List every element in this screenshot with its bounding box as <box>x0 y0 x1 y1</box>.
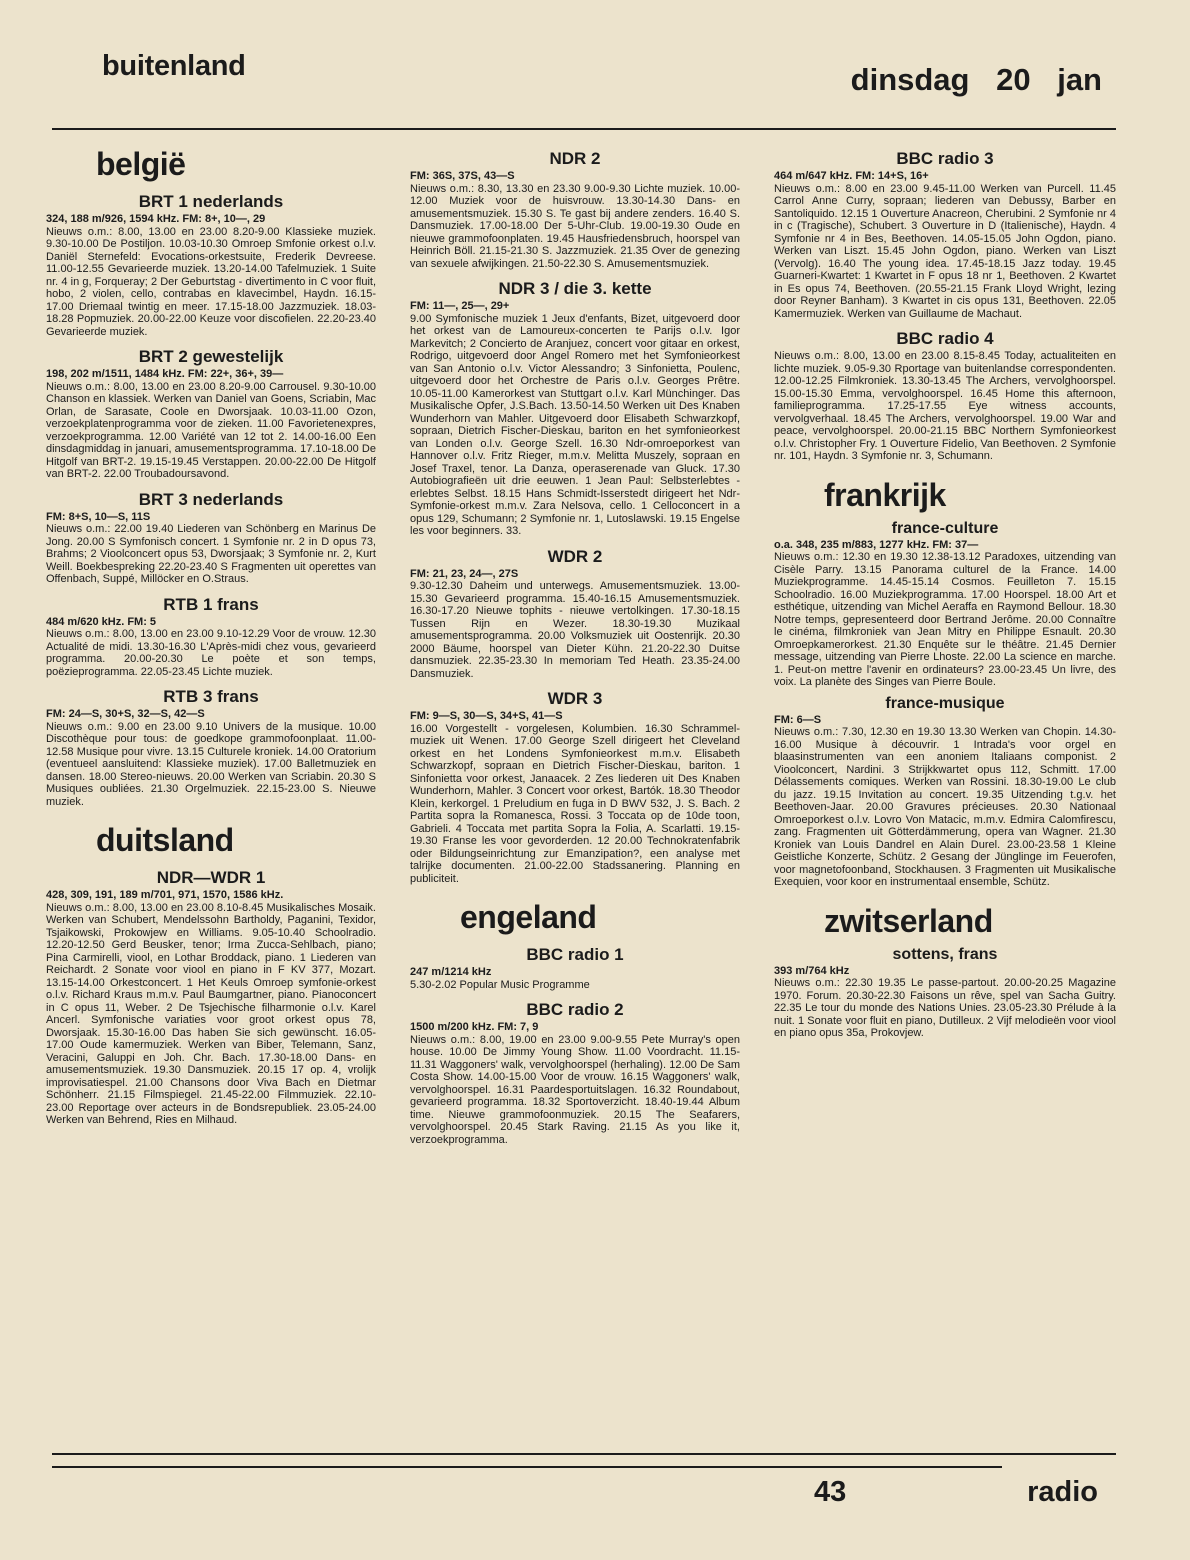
program-listing: Nieuws o.m.: 12.30 en 19.30 12.38-13.12 Paradoxes, uitzending van Cisèle Parry. 13.15 Panorama culturel de la France. 14.00 Muziekprogramme. 14.45-15.14 Cosmos. Feuilleton 7. 15.15 Schoolradio. 16.00 Muziekprogramma. 17.00 Hoorspel. 18.00 Art et esthétique, uitzending van Michel Aeraffa en Raymond Bellour. 18.30 Notre temps, gepresenteerd door Bertrand Jerôme. 20.00 Connaître le cinéma, filmkroniek van Jean Mitry en Philippe Esnault. 20.30 Omroepkamerorkest. 21.30 Enquête sur le théâtre. 21.45 Dernier message, uitzending van Pierre Lhoste. 22.00 La science en marche. 1. Peut-on mettre l'avenir en ordinateurs? 23.00-23.45 Un livre, des voix. La planète des Singes van Pierre Boule. <box>774 551 1116 688</box>
program-listing: 5.30-2.02 Popular Music Programme <box>410 978 590 991</box>
program-listing: Nieuws o.m.: 22.30 19.35 Le passe-partout. 20.00-20.25 Magazine 1970. Forum. 20.30-22.30 Faisons un rêve, spel van Sacha Guitry. 22.35 Le tour du monde des Nations Unies. 23.05-23.30 Prélude à la nuit. 1 Sonate voor fluit en piano, Dutilleux. 2 Vijf melodieën voor viool en piano opus 35a, Prokovjew. <box>774 977 1116 1039</box>
column-2 <box>410 140 740 1146</box>
column-3 <box>774 140 1116 1040</box>
station-frequency: o.a. 348, 235 m/883, 1277 kHz. FM: 37— <box>774 538 979 551</box>
station-frequency: 198, 202 m/1511, 1484 kHz. FM: 22+, 36+, 39— <box>46 368 284 380</box>
program-listing: 9.00 Symfonische muziek 1 Jeux d'enfants, Bizet, uitgevoerd door het orkest van de Lamoureux-concerten te Parijs o.l.v. Igor Markevitch; 2 Concierto de Aranjuez, concert voor gitaar en orkest, Rodrigo, uitgevoerd door Angel Romero met het Symfonieorkest van San Antonio o.l.v. Victor Alessandro; 3 Sinfonietta, Poulenc, uitgevoerd door het Orchestre de Paris o.l.v. Georges Prêtre. 10.05-11.00 Kamerorkest van Stuttgart o.l.v. Karl Münchinger. Das Musikalische Opfer, J.S.Bach. 13.50-14.50 Werken uit Des Knaben Wunderhorn van Mahler. Uitgevoerd door Elisabeth Schwarzkopf, sopraan, Dietrich Fischer-Dieskau, bariton en het symfonieorkest van Londen o.l.v. George Szell. 16.30 Ndr-omroeporkest van Hannover o.l.v. Fritz Rieger, m.m.v. Melitta Muszely, sopraan en Josef Traxel, tenor. La Danza, operaserenade van Gluck. 17.30 Autobiografieën uit drie eeuwen. 1 Jean Paul: Selbsterlebtes - erlebtes Selbst. 18.15 Hans Schmidt-Isserstedt dirigeert het Ndr-Symfonie-orkest m.m.v. Zara Nelsova, cello. 1 Celloconcert in a opus 129, Schumann; 2 Symfonie nr. 1, Lutoslawski. 19.15 Engelse les voor beginners. 33. <box>410 312 740 537</box>
station-name: france-musique <box>885 694 1005 712</box>
station-block <box>46 868 376 1127</box>
station-block <box>774 149 1116 320</box>
station-frequency: 484 m/620 kHz. FM: 5 <box>46 615 157 628</box>
station-frequency: 393 m/764 kHz <box>774 964 850 977</box>
station-frequency: 247 m/1214 kHz <box>410 966 492 978</box>
station-name: BBC radio 1 <box>526 945 624 964</box>
program-listing: Nieuws o.m.: 9.00 en 23.00 9.10 Univers de la musique. 10.00 Discothèque pour tous: de goedkope grammofoonplaat. 11.00-12.58 Musique pour vivre. 13.15 Culturele kroniek. 14.00 Oratorium (eventueel aansluitend: Klassieke muziek). 17.00 Balletmuziek en dansen. 18.00 Stereo-nieuws. 20.00 Werken van Scriabin. 20.30 S Musiques oubliées. 21.30 Orgelmuziek. 22.15-23.00 S. Nieuwe muziek. <box>46 720 376 808</box>
column-1 <box>46 140 376 1127</box>
station-block <box>774 946 1116 1040</box>
station-block <box>410 689 740 885</box>
page-number: 43 <box>814 1476 847 1508</box>
station-frequency: 464 m/647 kHz. FM: 14+S, 16+ <box>774 170 929 182</box>
station-name: NDR 3 / die 3. kette <box>498 279 652 298</box>
station-block <box>410 279 740 538</box>
program-listing: Nieuws o.m.: 7.30, 12.30 en 19.30 13.30 Werken van Chopin. 14.30-16.00 Musique à découvrir. 1 Intrada's voor orgel en blaasinstrumenten van een anoniem Italiaans componist. 2 Vioolconcert, Nardini. 3 Strijkkwartet opus 112, Schmitt. 17.00 Délassements comiques. Werken van Rossini. 18.30-19.00 Le club du jazz. 19.15 Invitation au concert. 19.35 Uitzending t.g.v. het Beethoven-Jaar. 20.00 Gravures précieuses. 20.30 Nationaal Omroeporkest o.l.v. Lovro Von Matacic, m.m.v. Edmira Calomfirescu, zang. Fragmenten uit Götterdämmerung, opera van Wagner. 21.30 Kroniek van Louis Dandrel en Alain Durel. 23.00-23.58 1 Kleine Geistliche Konzerte, Schütz. 2 Gesang der Jünglinge im Feuerofen, voor magnetofoonband, Stockhausen. 3 Fragmenten uit Musikalische Exequien, voor koor en instrumentaal ensemble, Schütz. <box>774 726 1116 888</box>
footer-label: radio <box>1027 1476 1098 1508</box>
station-name: NDR—WDR 1 <box>156 868 266 887</box>
station-name: NDR 2 <box>549 149 601 168</box>
country-heading: engeland <box>460 899 597 935</box>
program-listing: Nieuws o.m.: 8.00, 13.00 en 23.00 8.20-9.00 Klassieke muziek. 9.30-10.00 De Postiljon. 10.03-10.30 Omroep Smfonie orkest o.l.v. Daniël Sternefeld: Evocations-orkestsuite, Frederik Devreese. 11.00-12.55 Gevarieerde muziek. 13.20-14.00 Tafelmuziek. 1 Suite nr. 4 in g, Forqueray; 2 Der Geburtstag - divertimento in C voor fluit, hobo, 2 violen, cello, contrabas en klavecimbel, Haydn. 16.15-17.00 Driemaal twintig en meer. 17.15-18.00 Jazzmuziek. 18.03-18.28 Popmuziek. 20.00-22.00 Keuze voor discofielen. 22.20-23.40 Gevarieerde muziek. <box>46 225 376 338</box>
station-frequency: FM: 11—, 25—, 29+ <box>410 300 510 312</box>
station-frequency: FM: 36S, 37S, 43—S <box>410 170 515 182</box>
program-listing: Nieuws o.m.: 8.00, 13.00 en 23.00 9.10-12.29 Voor de vrouw. 12.30 Actualité de midi. 13.30-16.30 L'Après-midi chez vous, gevarieerd programma. 20.00-20.30 Le poète et son temps, poëzieprogramma. 22.05-23.45 Lichte muziek. <box>46 628 376 678</box>
program-listing: Nieuws o.m.: 8.00, 13.00 en 23.00 8.20-9.00 Carrousel. 9.30-10.00 Chanson en klassiek. Werken van Daniel van Goens, Scriabin, Mac Orlan, de Sarasate, Coole en Dworsjaak. 10.03-11.00 Ozon, verzoekplatenprogramma voor de zieken. 11.00 Favorietenexpres, verzoekprogramma. 12.00 Variété van 12 tot 2. 14.00-16.00 Een dinsdagmiddag in januari, amusementsprogramma. 17.10-18.00 De Hitgolf van BRT-2. 19.15-19.45 Verstappen. 20.00-22.00 De Hitgolf van BRT-2. 22.00 Troubadoursavond. <box>46 380 376 480</box>
program-listing: 9.30-12.30 Daheim und unterwegs. Amusementsmuziek. 13.00-15.30 Gevarieerd programma. 15.40-16.15 Amusementsmuziek. 16.30-17.20 Nieuwe tophits - nieuwe vertolkingen. 17.30-18.15 Tussen Rijn en Wezer. 18.30-19.30 Muzikaal amusementsprogramma. 20.00 Volksmuziek uit Oostenrijk. 20.30 2000 Bäume, hoorspel van Dieter Kühn. 21.20-22.30 Duitse dansmuziek. 22.35-23.30 In memoriam Ted Heath. 23.35-24.00 Dansmuziek. <box>410 580 740 680</box>
station-name: france-culture <box>891 519 999 537</box>
station-name: RTB 1 frans <box>163 594 259 614</box>
station-block <box>410 149 740 270</box>
station-block <box>46 595 376 679</box>
station-name: WDR 2 <box>547 546 603 566</box>
top-divider <box>52 128 1116 130</box>
station-frequency: FM: 21, 23, 24—, 27S <box>410 567 519 580</box>
station-block <box>774 520 1116 689</box>
station-block <box>774 695 1116 889</box>
station-block <box>46 192 376 338</box>
station-name: BRT 3 nederlands <box>138 489 284 509</box>
country-heading: zwitserland <box>824 902 993 939</box>
station-name: BRT 2 gewestelijk <box>138 347 284 366</box>
station-name: RTB 3 frans <box>163 687 259 706</box>
station-block <box>46 687 376 808</box>
station-name: BRT 1 nederlands <box>138 192 284 211</box>
station-name: sottens, frans <box>892 945 998 963</box>
station-name: WDR 3 <box>547 689 603 708</box>
country-heading: belgië <box>96 146 186 182</box>
program-listing: Nieuws o.m.: 8.00, 19.00 en 23.00 9.00-9.55 Pete Murray's open house. 10.00 De Jimmy Young Show. 11.00 Voordracht. 11.15-11.31 Waggoners' walk, vervolghoorspel (herhaling). 12.00 De Sam Costa Show. 14.00-15.00 Voor de vrouw. 16.15 Waggoners' walk, vervolghoorspel. 16.31 Paardesportuitslagen. 16.32 Roundabout, gevarieerd programma. 18.32 Sportoverzicht. 18.40-19.44 Album time. Nieuwe grammofoonmuziek. 20.15 The Seafarers, vervolghoorspel. 20.45 Stark Raving. 21.15 As you like it, verzoekprogramma. <box>410 1033 740 1146</box>
station-name: BBC radio 2 <box>526 1000 624 1019</box>
station-block <box>410 1000 740 1146</box>
station-frequency: 324, 188 m/926, 1594 kHz. FM: 8+, 10—, 29 <box>46 213 266 225</box>
date-heading <box>851 62 1102 98</box>
program-listing: 16.00 Vorgestellt - vorgelesen, Kolumbien. 16.30 Schrammel-muziek uit Wenen. 17.00 George Szell dirigeert het Cleveland orkest en het Londens Symfonieorkest m.m.v. Elisabeth Schwarzkopf, sopraan en Dietrich Fischer-Dieskau, bariton. 1 Sinfonietta voor orkest, Janaacek. 2 Zes liederen uit Des Knaben Wunderhorn, Mahler. 3 Concert voor orkest, Bartók. 18.30 Theodor Klein, kerkorgel. 1 Preludium en fuga in D BWV 532, J. S. Bach. 2 Partita sopra la Romanesca, Rossi. 3 Toccata op de 10de toon, Gabrieli. 4 Toccata met partita Sopra la Folia, A. Scarlatti. 19.15-19.30 Franse les voor gevorderden. 12 20.00 Technokratenfabrik oder Bildungseinrichtung zur Emanzipation?, een analyse met talrijke documenten. 21.00-22.00 Stadssanering. Planning en publiciteit. <box>410 722 740 885</box>
program-listing: Nieuws o.m.: 8.00 en 23.00 9.45-11.00 Werken van Purcell. 11.45 Carrol Anne Curry, sopraan; liederen van Debussy, Barber en Santoliquido. 12.15 1 Ouverture Anacreon, Cherubini. 2 Symfonie nr 4 in c (Tragische), Schubert. 3 Ouverture in D (Italienische), Haydn. 4 Symfonie nr 4 in Bes, Beethoven. 14.05-15.05 John Ogdon, piano. Werken van Liszt. 15.45 John Ogdon, piano. Werken van Liszt (Vervolg). 16.40 The young idea. 17.45-18.15 Jazz today. 19.45 Guarneri-Kwartet: 1 Kwartet in F opus 18 nr 1, Beethoven. 2 Kwartet in Es opus 74, Beethoven. (20.55-21.15 Frank Lloyd Wright, lezing door Reyner Banham). 3 Kwartet in cis opus 131, Beethoven. 22.05 Kamermuziek. Werken van Guillaume de Machaut. <box>774 182 1116 320</box>
day-label: dinsdag <box>850 62 970 97</box>
station-frequency: FM: 8+S, 10—S, 11S <box>46 510 151 523</box>
station-frequency: FM: 24—S, 30+S, 32—S, 42—S <box>46 708 205 720</box>
station-block <box>774 329 1116 463</box>
country-heading: duitsland <box>96 822 234 858</box>
station-name: BBC radio 4 <box>896 329 994 348</box>
program-listing: Nieuws o.m.: 8.00, 13.00 en 23.00 8.10-8.45 Musikalisches Mosaik. Werken van Schubert, Mendelssohn Bartholdy, Paganini, Texidor, Tsjaikowski, Prokowjew en Williams. 9.05-10.40 Schoolradio. 12.20-12.50 Gerd Beusker, tenor; Irma Zucca-Sehlbach, piano; Pina Carmirelli, viool, en Lothar Broddack, piano. 1 Liederen van Reichardt. 2 Sonate voor viool en piano in F KV 377, Mozart. 13.15-14.00 Orkestconcert. 1 Het Keuls Omroep symfonie-orkest o.l.v. Richard Kraus m.m.v. Paul Baumgartner, piano. Pianoconcert in C opus 11, Weber. 2 De Tsjechische filharmonie o.l.v. Karel Ancerl. Symfonische variaties voor groot orkest opus 78, Dworsjaak. 15.30-16.00 Das haben Sie sich gewünscht. 16.05-17.00 Oude kamermuziek. Werken van Biber, Telemann, Sanz, Veracini, Galuppi en Joh. Chr. Bach. 17.30-18.00 Dans- en amusementsmuziek. 19.30 Dansmuziek. 20.15 17 op. 4, vrolijk improvisatiespel. 21.00 Chansons door Viva Bach en Dietmar Schönherr. 21.15 Filmspiegel. 21.45-22.00 Filmmuziek. 22.10-23.00 Reportage over acteurs in de Bondsrepubliek. 23.05-24.00 Werken van Behrend, Ries en Milhaud. <box>46 901 376 1126</box>
program-listing: Nieuws o.m.: 22.00 19.40 Liederen van Schönberg en Marinus De Jong. 20.00 S Symfonisch concert. 1 Symfonie nr. 2 in D opus 73, Brahms; 2 Vioolconcert opus 53, Dworsjaak; 3 Symfonie nr. 2, Kurt Weill. Boekbespreking 22.20-23.40 S Fragmenten uit operettes van Offenbach, Suppé, Millöcker en O.Straus. <box>46 523 376 585</box>
station-frequency: FM: 6—S <box>774 713 822 726</box>
station-block <box>46 490 376 586</box>
station-frequency: FM: 9—S, 30—S, 34+S, 41—S <box>410 710 563 722</box>
program-listing: Nieuws o.m.: 8.00, 13.00 en 23.00 8.15-8.45 Today, actualiteiten en lichte muziek. 9.05-9.30 Rportage van buitenlandse correspondenten. 12.00-12.25 Filmkroniek. 13.30-13.45 The Archers, vervolghoorspel. 15.00-15.30 Emma, vervolghoorspel. 16.45 Home this afternoon, familieprogramma. 17.25-17.55 Eye witness accounts, vervolgverhaal. 18.45 The Archers, vervolghoorspel. 19.00 War and peace, vervolghoorspel. 20.00-21.15 BBC Northern Symfonieorkest o.l.v. Christopher Fry. 1 Ouverture Fidelio, Van Beethoven. 2 Symfonie nr. 101, Haydn. 3 Symfonie nr. 3, Schumann. <box>774 350 1116 462</box>
station-frequency: 1500 m/200 kHz. FM: 7, 9 <box>410 1021 539 1033</box>
bottom-divider-2 <box>52 1466 1002 1468</box>
station-block <box>46 347 376 481</box>
station-name: BBC radio 3 <box>896 149 994 168</box>
country-heading: frankrijk <box>824 476 946 513</box>
section-title: buitenland <box>102 50 246 82</box>
station-frequency: 428, 309, 191, 189 m/701, 971, 1570, 1586 kHz. <box>46 889 284 901</box>
station-block <box>410 945 740 991</box>
date-label: 20 jan <box>996 62 1102 97</box>
bottom-divider <box>52 1453 1116 1455</box>
program-listing: Nieuws o.m.: 8.30, 13.30 en 23.30 9.00-9.30 Lichte muziek. 10.00-12.00 Muziek voor de huisvrouw. 13.30-14.30 Dans- en amusementsmuziek. 15.30 S. Te gast bij andere zenders. 16.40 S. Dansmuziek. 17.00-18.00 Der 5-Uhr-Club. 19.00-19.30 Oude en nieuwe grammofoonplaten. 19.45 Hausfriedensbruch, hoorspel van Heinrich Böll. 21.15-21.30 S. Jazzmuziek. 21.35 Over de genezing van sexuele afwijkingen. 21.50-22.30 S. Amusementsmuziek. <box>410 182 740 270</box>
station-block <box>410 547 740 681</box>
